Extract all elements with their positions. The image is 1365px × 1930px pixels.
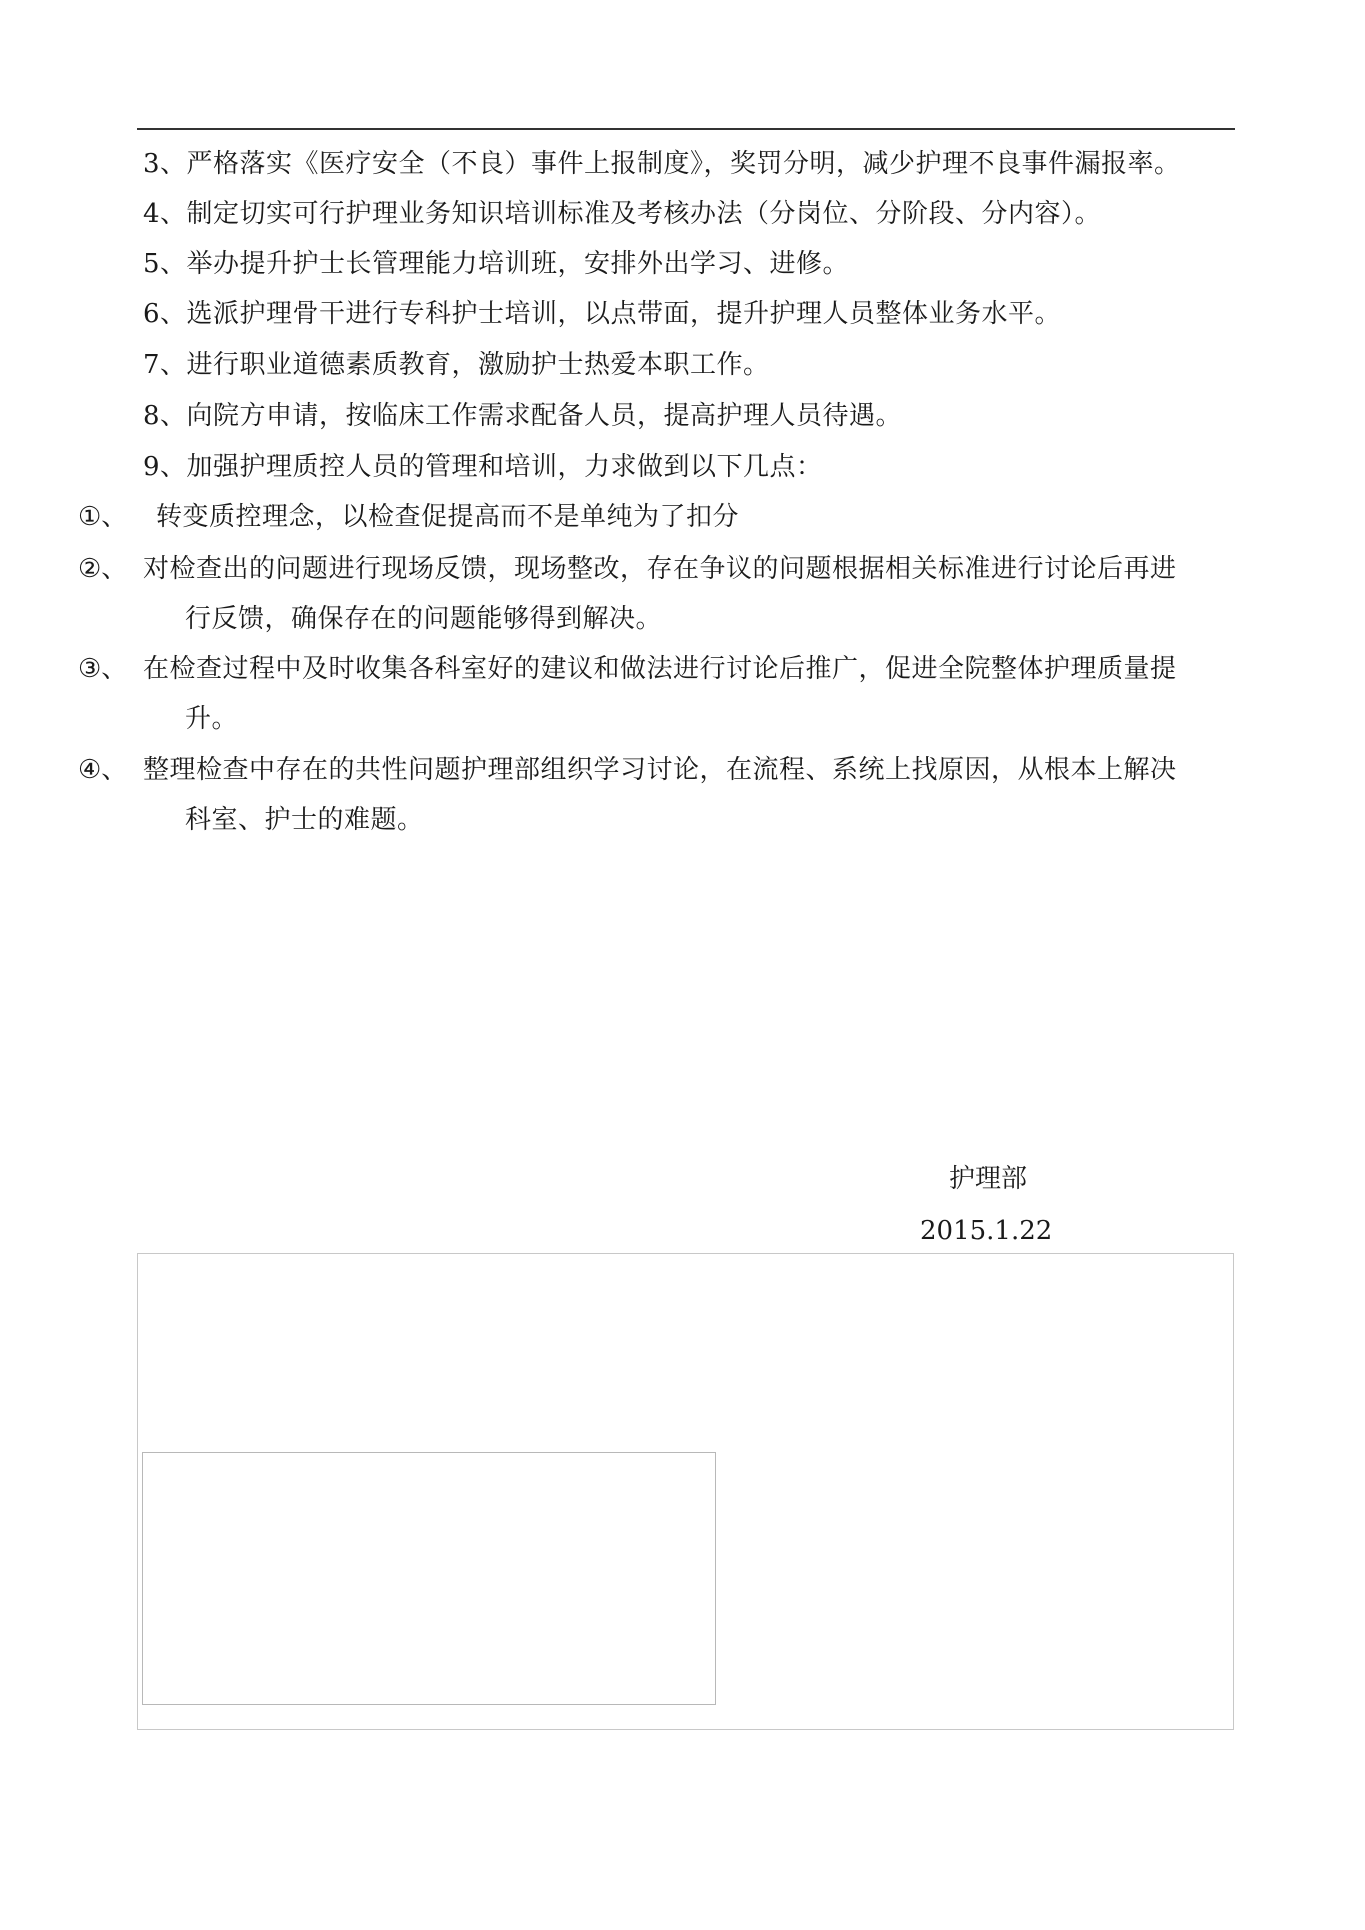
sub-item-1-marker: ①、 — [78, 502, 128, 532]
signature-date: 2015.1.22 — [920, 1216, 1053, 1246]
sub-item-3-text-line1: 在检查过程中及时收集各科室好的建议和做法进行讨论后推广，促进全院整体护理质量提 — [143, 654, 1177, 684]
measure-item-8: 8、向院方申请，按临床工作需求配备人员，提高护理人员待遇。 — [143, 401, 903, 431]
measure-item-9: 9、加强护理质控人员的管理和培训，力求做到以下几点： — [143, 452, 823, 482]
measure-item-6: 6、选派护理骨干进行专科护士培训，以点带面，提升护理人员整体业务水平。 — [143, 299, 1062, 329]
measure-item-4: 4、制定切实可行护理业务知识培训标准及考核办法（分岗位、分阶段、分内容）。 — [143, 199, 1102, 229]
sub-item-2-text-line1: 对检查出的问题进行现场反馈，现场整改，存在争议的问题根据相关标准进行讨论后再进 — [143, 554, 1177, 584]
measure-item-7: 7、进行职业道德素质教育，激励护士热爱本职工作。 — [143, 350, 770, 380]
sub-item-4-text-line1: 整理检查中存在的共性问题护理部组织学习讨论，在流程、系统上找原因，从根本上解决 — [143, 755, 1177, 785]
sub-item-4-text-line2: 科室、护士的难题。 — [185, 805, 424, 835]
sub-item-3-text-line2: 升。 — [185, 704, 239, 734]
measure-item-3: 3、严格落实《医疗安全（不良）事件上报制度》，奖罚分明，减少护理不良事件漏报率。 — [143, 149, 1181, 179]
sub-item-4-marker: ④、 — [78, 755, 128, 785]
measure-item-5: 5、举办提升护士长管理能力培训班，安排外出学习、进修。 — [143, 249, 850, 279]
top-rule — [137, 128, 1235, 130]
sub-item-3-marker: ③、 — [78, 654, 128, 684]
sub-item-1-text: 转变质控理念，以检查促提高而不是单纯为了扣分 — [156, 502, 740, 532]
inner-blank-frame — [142, 1452, 716, 1705]
sub-item-2-text-line2: 行反馈，确保存在的问题能够得到解决。 — [185, 604, 663, 634]
sub-item-2-marker: ②、 — [78, 554, 128, 584]
signature-department: 护理部 — [949, 1164, 1028, 1194]
